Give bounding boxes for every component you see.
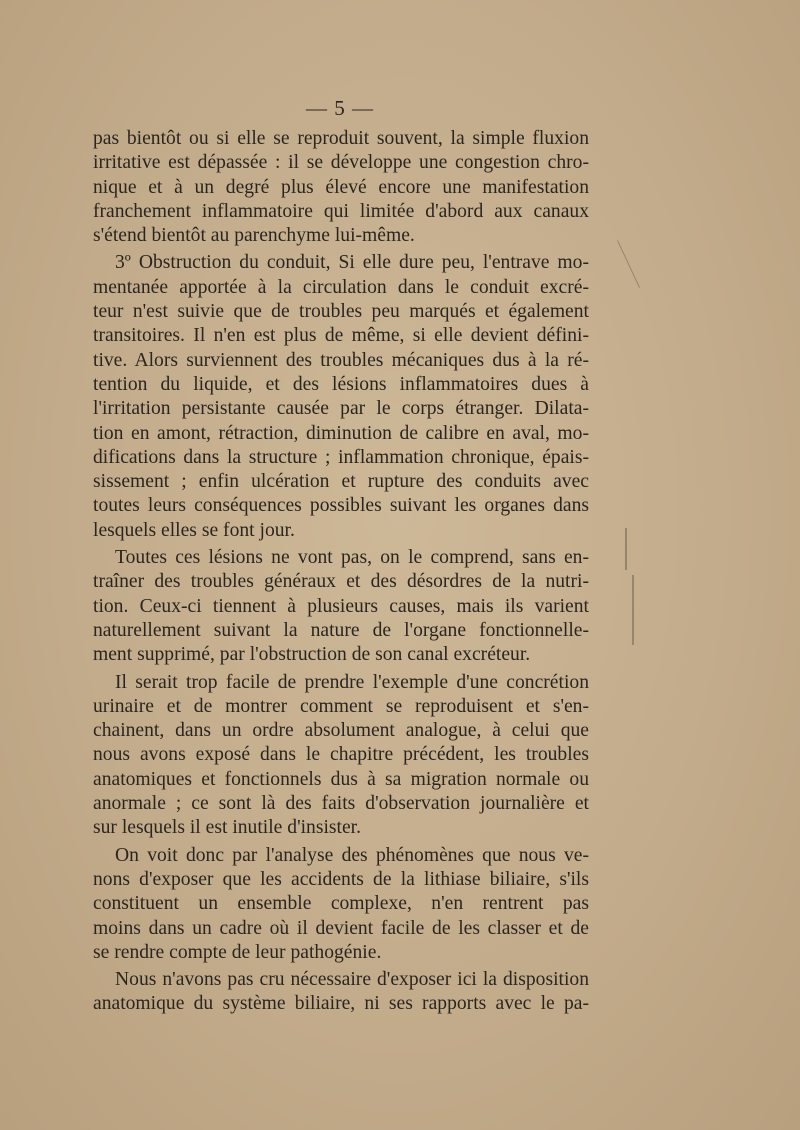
text-line: franchement inflammatoire qui limitée d'abord aux canaux bbox=[93, 200, 589, 222]
text-line: nous avons exposé dans le chapitre précédent, les troubles bbox=[93, 744, 589, 766]
body-text bbox=[93, 127, 589, 1017]
text-line: urinaire et de montrer comment se reproduisent et s'en- bbox=[93, 695, 589, 717]
text-line: anatomique du système biliaire, ni ses rapports avec le pa- bbox=[93, 993, 589, 1015]
text-line: anatomiques et fonctionnels dus à sa migration normale ou bbox=[93, 768, 589, 790]
text-line: irritative est dépassée : il se développe une congestion chro- bbox=[93, 152, 589, 174]
text-line: traîner des troubles généraux et des désordres de la nutri- bbox=[93, 571, 589, 593]
text-line: sur lesquels il est inutile d'insister. bbox=[93, 817, 362, 839]
text-line: nique et à un degré plus élevé encore une manifestation bbox=[93, 176, 589, 198]
text-line: mentanée apportée à la circulation dans le conduit excré- bbox=[93, 276, 589, 298]
pencil-mark bbox=[632, 575, 634, 645]
pencil-mark bbox=[625, 528, 627, 570]
text-line: ment supprimé, par l'obstruction de son canal excréteur. bbox=[93, 644, 531, 666]
text-line: lesquels elles se font jour. bbox=[93, 519, 295, 541]
text-line: tion. Ceux-ci tiennent à plusieurs causes, mais ils varient bbox=[93, 595, 589, 617]
text-line: se rendre compte de leur pathogénie. bbox=[93, 941, 382, 963]
text-line: constituent un ensemble complexe, n'en rentrent pas bbox=[93, 893, 589, 915]
text-line: tention du liquide, et des lésions inflammatoires dues à bbox=[93, 373, 589, 395]
text-line: teur n'est suivie que de troubles peu marqués et également bbox=[93, 301, 589, 323]
text-line: tion en amont, rétraction, diminution de calibre en aval, mo- bbox=[93, 422, 589, 444]
text-line: On voit donc par l'analyse des phénomènes que nous ve- bbox=[115, 844, 589, 866]
text-line: s'étend bientôt au parenchyme lui-même. bbox=[93, 225, 415, 247]
text-line: moins dans un cadre où il devient facile de les classer et de bbox=[93, 917, 589, 939]
text-line: toutes leurs conséquences possibles suivant les organes dans bbox=[93, 495, 589, 517]
text-line: tive. Alors surviennent des troubles mécaniques dus à la ré- bbox=[93, 349, 589, 371]
text-line: 3º Obstruction du conduit, Si elle dure peu, l'entrave mo- bbox=[115, 252, 589, 274]
text-line: Toutes ces lésions ne vont pas, on le comprend, sans en- bbox=[115, 547, 589, 569]
text-line: nons d'exposer que les accidents de la lithiase biliaire, s'ils bbox=[93, 868, 589, 890]
text-line: l'irritation persistante causée par le corps étranger. Dilata- bbox=[93, 398, 589, 420]
text-line: sissement ; enfin ulcération et rupture des conduits avec bbox=[93, 471, 589, 493]
page-number: — 5 — bbox=[306, 96, 374, 120]
pencil-mark bbox=[617, 240, 640, 288]
text-line: chainent, dans un ordre absolument analogue, à celui que bbox=[93, 720, 589, 742]
text-line: Nous n'avons pas cru nécessaire d'exposer ici la disposition bbox=[115, 969, 589, 991]
text-line: naturellement suivant la nature de l'organe fonctionnelle- bbox=[93, 619, 589, 641]
text-line: difications dans la structure ; inflammation chronique, épais- bbox=[93, 446, 589, 468]
text-line: anormale ; ce sont là des faits d'observation journalière et bbox=[93, 793, 589, 815]
text-line: Il serait trop facile de prendre l'exemple d'une concrétion bbox=[115, 671, 589, 693]
text-line: transitoires. Il n'en est plus de même, si elle devient défini- bbox=[93, 325, 589, 347]
text-line: pas bientôt ou si elle se reproduit souvent, la simple fluxion bbox=[93, 128, 589, 149]
